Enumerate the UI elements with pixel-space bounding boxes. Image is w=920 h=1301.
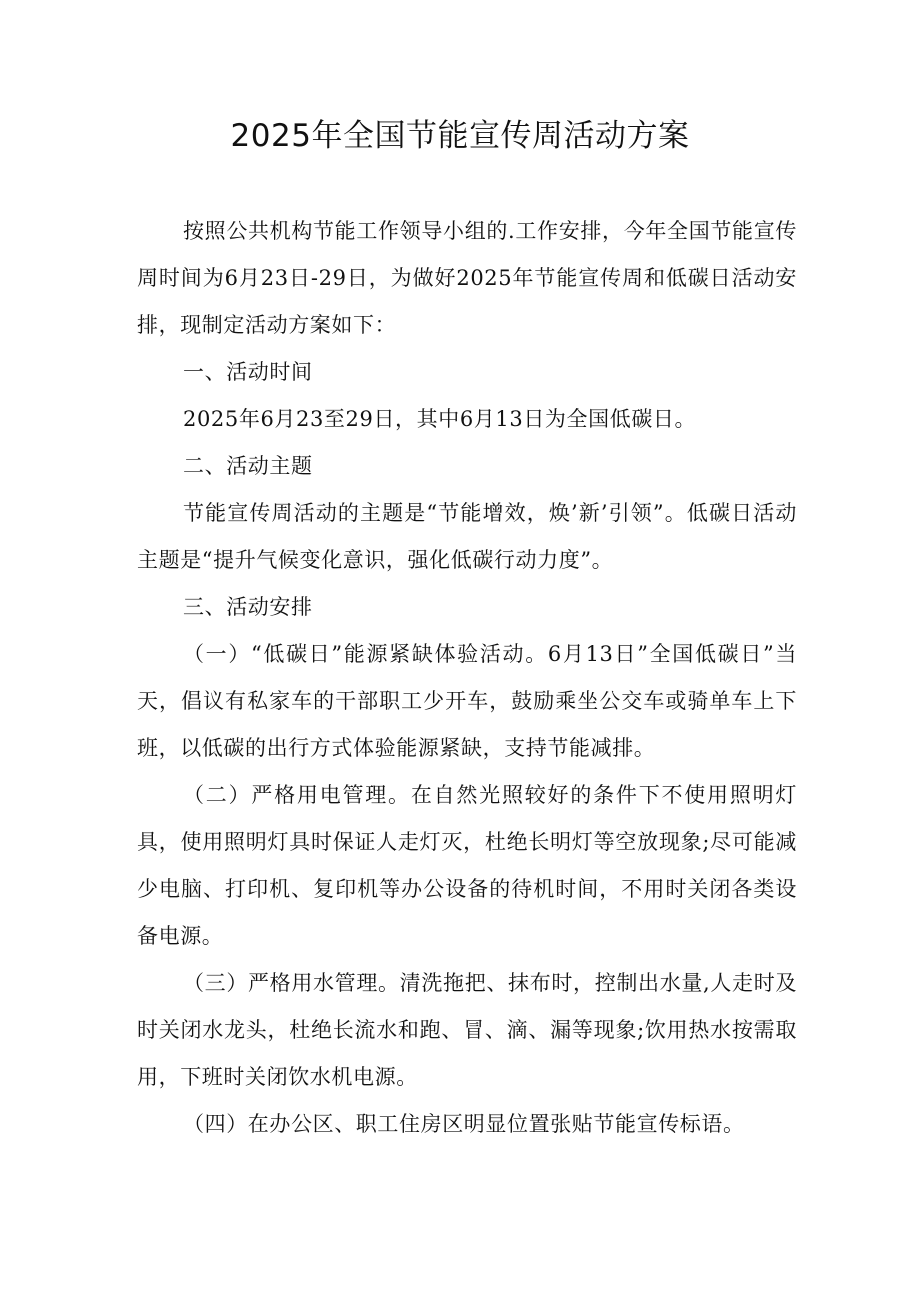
section-heading-arrangement: 三、活动安排	[183, 595, 313, 619]
arrangement-item-3: （三）严格用水管理。清洗拖把、抹布时，控制出水量,人走时及时关闭水龙头，杜绝长流水和跑、冒、滴、漏等现象;饮用热水按需取用，下班时关闭饮水机电源。	[137, 971, 797, 1089]
document-body	[137, 208, 797, 1148]
arrangement-item-4: （四）在办公区、职工住房区明显位置张贴节能宣传标语。	[183, 1112, 745, 1136]
intro-paragraph: 按照公共机构节能工作领导小组的.工作安排，今年全国节能宣传周时间为6月23日-29日，为做好2025年节能宣传周和低碳日活动安排，现制定活动方案如下：	[137, 219, 797, 337]
section-heading-theme: 二、活动主题	[183, 454, 313, 478]
section-heading-time: 一、活动时间	[183, 360, 313, 384]
time-paragraph: 2025年6月23至29日，其中6月13日为全国低碳日。	[183, 407, 697, 431]
arrangement-item-1: （一）“低碳日”能源紧缺体验活动。6月13日”全国低碳日”当天，倡议有私家车的干部职工少开车，鼓励乘坐公交车或骑单车上下班，以低碳的出行方式体验能源紧缺，支持节能减排。	[137, 642, 797, 760]
arrangement-item-2: （二）严格用电管理。在自然光照较好的条件下不使用照明灯具，使用照明灯具时保证人走灯灭，杜绝长明灯等空放现象;尽可能减少电脑、打印机、复印机等办公设备的待机时间，不用时关闭各类设备电源。	[137, 783, 797, 948]
theme-paragraph: 节能宣传周活动的主题是“节能增效，焕’新’引领”。低碳日活动主题是“提升气候变化意识，强化低碳行动力度”。	[137, 501, 797, 572]
document-title: 2025年全国节能宣传周活动方案	[230, 118, 690, 154]
